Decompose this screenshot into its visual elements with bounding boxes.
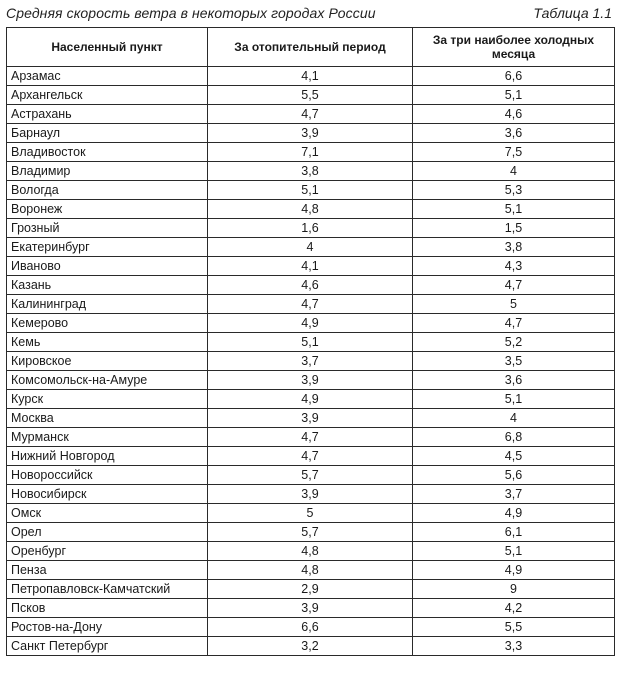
cold-value-cell: 4,6 — [413, 105, 615, 124]
cold-value-cell: 5,3 — [413, 181, 615, 200]
table-row — [7, 162, 615, 181]
table-row — [7, 352, 615, 371]
city-cell: Санкт Петербург — [7, 637, 208, 656]
cold-value-cell: 4,2 — [413, 599, 615, 618]
city-cell: Калининград — [7, 295, 208, 314]
table-body — [7, 67, 615, 656]
wind-speed-table — [6, 27, 615, 656]
cold-value-cell: 4,3 — [413, 257, 615, 276]
cold-value-cell: 4,9 — [413, 504, 615, 523]
cold-value-cell: 4,7 — [413, 276, 615, 295]
city-cell: Орел — [7, 523, 208, 542]
heating-value-cell: 5,1 — [208, 181, 413, 200]
city-cell: Москва — [7, 409, 208, 428]
table-title: Средняя скорость ветра в некоторых городах России — [6, 5, 376, 21]
heating-value-cell: 4,7 — [208, 105, 413, 124]
heating-value-cell: 3,9 — [208, 485, 413, 504]
heating-value-cell: 5,7 — [208, 523, 413, 542]
table-row — [7, 466, 615, 485]
cold-value-cell: 5,6 — [413, 466, 615, 485]
table-row — [7, 390, 615, 409]
cold-value-cell: 5,1 — [413, 200, 615, 219]
cold-value-cell: 4,5 — [413, 447, 615, 466]
city-cell: Воронеж — [7, 200, 208, 219]
table-row — [7, 67, 615, 86]
header-cold-months: За три наиболее холодных месяца — [413, 28, 615, 67]
city-cell: Ростов-на-Дону — [7, 618, 208, 637]
city-cell: Омск — [7, 504, 208, 523]
heating-value-cell: 4 — [208, 238, 413, 257]
cold-value-cell: 3,3 — [413, 637, 615, 656]
cold-value-cell: 5,1 — [413, 542, 615, 561]
heating-value-cell: 4,7 — [208, 295, 413, 314]
cold-value-cell: 4,9 — [413, 561, 615, 580]
table-row — [7, 314, 615, 333]
header-row — [7, 28, 615, 67]
heating-value-cell: 4,8 — [208, 200, 413, 219]
cold-value-cell: 5,5 — [413, 618, 615, 637]
table-row — [7, 86, 615, 105]
header-city: Населенный пункт — [7, 28, 208, 67]
city-cell: Пенза — [7, 561, 208, 580]
table-row — [7, 124, 615, 143]
city-cell: Екатеринбург — [7, 238, 208, 257]
cold-value-cell: 6,8 — [413, 428, 615, 447]
cold-value-cell: 4 — [413, 409, 615, 428]
cold-value-cell: 5,2 — [413, 333, 615, 352]
heating-value-cell: 5,1 — [208, 333, 413, 352]
table-row — [7, 485, 615, 504]
table-header — [7, 28, 615, 67]
table-row — [7, 504, 615, 523]
heating-value-cell: 7,1 — [208, 143, 413, 162]
heating-value-cell: 3,9 — [208, 599, 413, 618]
heating-value-cell: 4,1 — [208, 257, 413, 276]
heating-value-cell: 3,9 — [208, 371, 413, 390]
heating-value-cell: 5,7 — [208, 466, 413, 485]
city-cell: Вологда — [7, 181, 208, 200]
table-row — [7, 238, 615, 257]
heating-value-cell: 4,7 — [208, 447, 413, 466]
cold-value-cell: 7,5 — [413, 143, 615, 162]
table-row — [7, 637, 615, 656]
table-row — [7, 428, 615, 447]
table-number: Таблица 1.1 — [533, 5, 612, 21]
table-row — [7, 371, 615, 390]
city-cell: Астрахань — [7, 105, 208, 124]
city-cell: Нижний Новгород — [7, 447, 208, 466]
table-caption — [6, 2, 612, 24]
table-row — [7, 409, 615, 428]
city-cell: Новосибирск — [7, 485, 208, 504]
cold-value-cell: 6,1 — [413, 523, 615, 542]
city-cell: Барнаул — [7, 124, 208, 143]
cold-value-cell: 4 — [413, 162, 615, 181]
heating-value-cell: 3,7 — [208, 352, 413, 371]
city-cell: Казань — [7, 276, 208, 295]
table-row — [7, 257, 615, 276]
cold-value-cell: 4,7 — [413, 314, 615, 333]
heating-value-cell: 4,8 — [208, 542, 413, 561]
city-cell: Кировское — [7, 352, 208, 371]
cold-value-cell: 3,7 — [413, 485, 615, 504]
cold-value-cell: 5 — [413, 295, 615, 314]
city-cell: Архангельск — [7, 86, 208, 105]
city-cell: Кемь — [7, 333, 208, 352]
table-row — [7, 542, 615, 561]
cold-value-cell: 3,5 — [413, 352, 615, 371]
city-cell: Владимир — [7, 162, 208, 181]
heating-value-cell: 4,1 — [208, 67, 413, 86]
cold-value-cell: 5,1 — [413, 86, 615, 105]
heating-value-cell: 5 — [208, 504, 413, 523]
table-row — [7, 561, 615, 580]
table-row — [7, 143, 615, 162]
city-cell: Кемерово — [7, 314, 208, 333]
heating-value-cell: 3,9 — [208, 124, 413, 143]
heating-value-cell: 1,6 — [208, 219, 413, 238]
table-row — [7, 333, 615, 352]
city-cell: Грозный — [7, 219, 208, 238]
cold-value-cell: 3,8 — [413, 238, 615, 257]
heating-value-cell: 4,6 — [208, 276, 413, 295]
table-row — [7, 181, 615, 200]
table-row — [7, 219, 615, 238]
table-row — [7, 580, 615, 599]
heating-value-cell: 3,2 — [208, 637, 413, 656]
city-cell: Арзамас — [7, 67, 208, 86]
heating-value-cell: 5,5 — [208, 86, 413, 105]
city-cell: Мурманск — [7, 428, 208, 447]
heating-value-cell: 4,8 — [208, 561, 413, 580]
table-row — [7, 618, 615, 637]
heating-value-cell: 3,9 — [208, 409, 413, 428]
table-row — [7, 523, 615, 542]
cold-value-cell: 9 — [413, 580, 615, 599]
heating-value-cell: 4,9 — [208, 390, 413, 409]
heating-value-cell: 6,6 — [208, 618, 413, 637]
city-cell: Курск — [7, 390, 208, 409]
heating-value-cell: 2,9 — [208, 580, 413, 599]
city-cell: Псков — [7, 599, 208, 618]
cold-value-cell: 3,6 — [413, 124, 615, 143]
cold-value-cell: 5,1 — [413, 390, 615, 409]
city-cell: Новороссийск — [7, 466, 208, 485]
heating-value-cell: 4,7 — [208, 428, 413, 447]
table-row — [7, 200, 615, 219]
city-cell: Комсомольск-на-Амуре — [7, 371, 208, 390]
table-row — [7, 276, 615, 295]
header-heating-period: За отопительный период — [208, 28, 413, 67]
city-cell: Петропавловск-Камчатский — [7, 580, 208, 599]
heating-value-cell: 4,9 — [208, 314, 413, 333]
cold-value-cell: 1,5 — [413, 219, 615, 238]
city-cell: Иваново — [7, 257, 208, 276]
city-cell: Владивосток — [7, 143, 208, 162]
table-row — [7, 447, 615, 466]
table-row — [7, 599, 615, 618]
city-cell: Оренбург — [7, 542, 208, 561]
table-row — [7, 295, 615, 314]
heating-value-cell: 3,8 — [208, 162, 413, 181]
cold-value-cell: 3,6 — [413, 371, 615, 390]
table-row — [7, 105, 615, 124]
cold-value-cell: 6,6 — [413, 67, 615, 86]
